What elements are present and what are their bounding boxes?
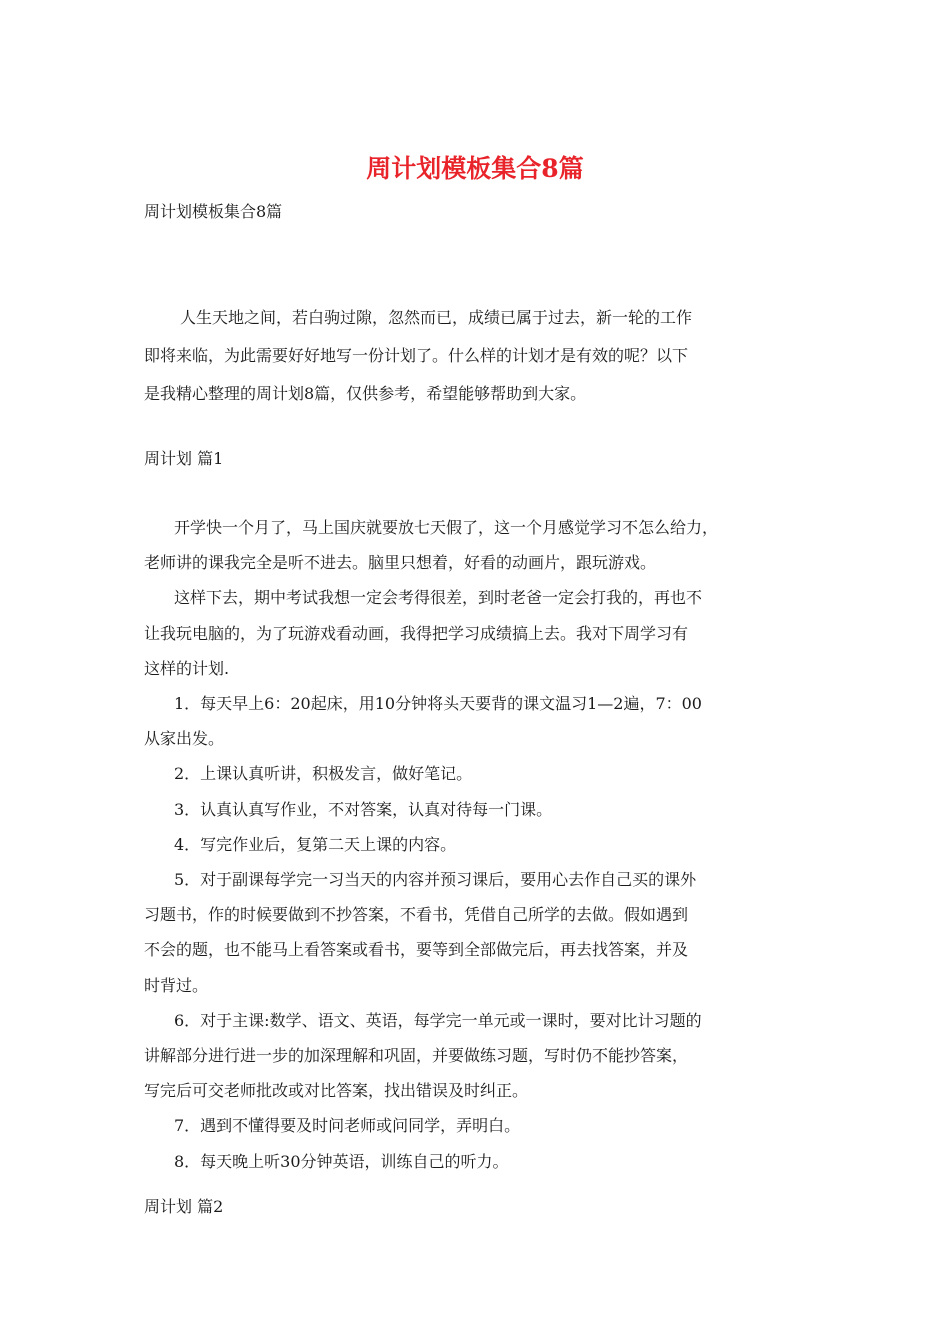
body-line: 这样下去，期中考试我想一定会考得很差，到时老爸一定会打我的，再也不: [174, 588, 703, 608]
list-item: 7．遇到不懂得要及时问老师或问同学，弄明白。: [174, 1116, 521, 1136]
document-title: 周计划模板集合8篇: [366, 154, 584, 183]
body-line: 让我玩电脑的，为了玩游戏看动画，我得把学习成绩搞上去。我对下周学习有: [144, 623, 689, 643]
list-item: 1．每天早上6：20起床，用10分钟将头天要背的课文温习1—2遍，7：00: [174, 694, 702, 714]
list-item: 6．对于主课:数学、语文、英语，每学完一单元或一课时，要对比计习题的: [174, 1010, 702, 1030]
body-line: 习题书，作的时候要做到不抄答案，不看书，凭借自己所学的去做。假如遇到: [144, 905, 689, 925]
document-subtitle: 周计划模板集合8篇: [144, 202, 283, 221]
list-item: 2．上课认真听讲，积极发言，做好笔记。: [174, 764, 473, 784]
list-item: 3．认真认真写作业，不对答案，认真对待每一门课。: [174, 799, 553, 819]
body-line: 开学快一个月了，马上国庆就要放七天假了，这一个月感觉学习不怎么给力，: [174, 518, 719, 537]
body-line: 写完后可交老师批改或对比答案，找出错误及时纠正。: [144, 1081, 529, 1101]
list-item: 8．每天晚上听30分钟英语，训练自己的听力。: [174, 1151, 509, 1171]
list-item: 4．写完作业后，复第二天上课的内容。: [174, 834, 457, 854]
body-line: 老师讲的课我完全是听不进去。脑里只想着，好看的动画片，跟玩游戏。: [144, 553, 657, 573]
intro-paragraph: [144, 299, 809, 413]
intro-line: 人生天地之间，若白驹过隙，忽然而已，成绩已属于过去，新一轮的工作: [180, 308, 693, 327]
intro-line: 即将来临，为此需要好好地写一份计划了。什么样的计划才是有效的呢？以下: [144, 346, 689, 365]
section-heading-1: 周计划 篇1: [144, 449, 224, 468]
intro-line: 是我精心整理的周计划8篇，仅供参考，希望能够帮助到大家。: [144, 384, 587, 403]
body-line: 时背过。: [144, 975, 209, 995]
body-line: 这样的计划.: [144, 658, 230, 678]
list-item: 5．对于副课每学完一习当天的内容并预习课后，要用心去作自己买的课外: [174, 870, 697, 890]
section-1-body: [144, 510, 809, 1179]
body-line: 从家出发。: [144, 729, 225, 749]
body-line: 讲解部分进行进一步的加深理解和巩固，并要做练习题，写时仍不能抄答案，: [144, 1046, 689, 1066]
body-line: 不会的题，也不能马上看答案或看书，要等到全部做完后，再去找答案，并及: [144, 940, 689, 960]
section-heading-2: 周计划 篇2: [144, 1197, 224, 1216]
